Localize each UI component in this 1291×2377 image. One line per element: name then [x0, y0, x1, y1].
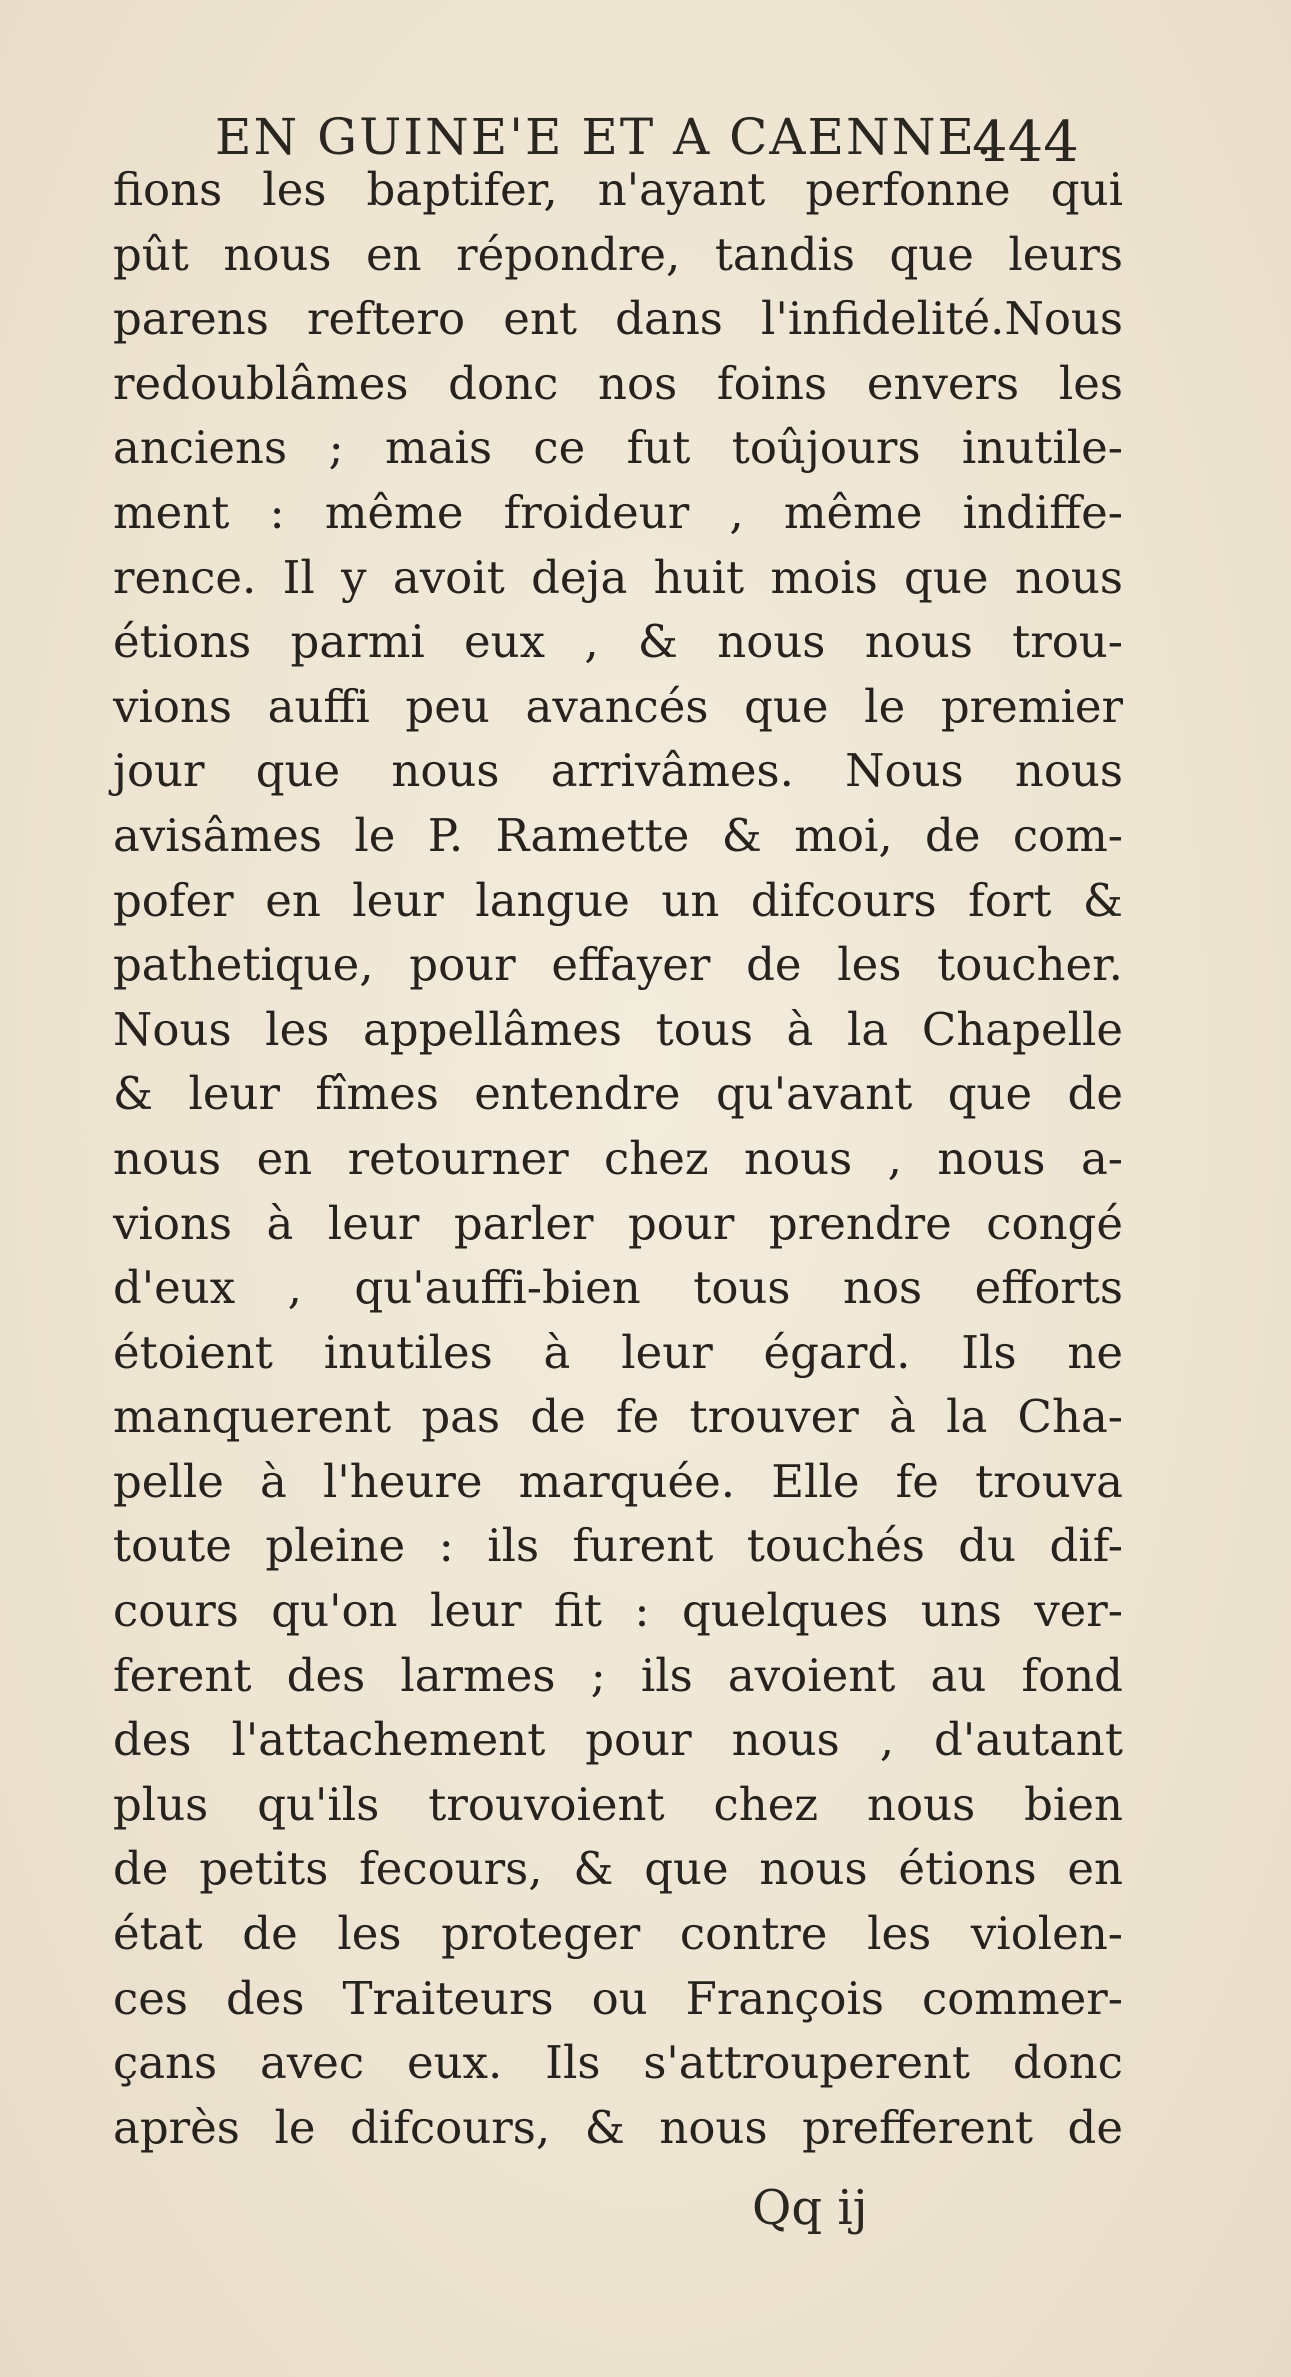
text-line: rence. Il y avoit deja huit mois que nous [113, 550, 1123, 604]
text-line: çans avec eux. Ils s'attrouperent donc [113, 2036, 1123, 2090]
text-line: manquerent pas de fe trouver à la Cha- [113, 1390, 1123, 1444]
text-line: pofer en leur langue un difcours fort & [113, 873, 1123, 927]
body-text [113, 158, 1123, 2160]
text-line: état de les proteger contre les violen- [113, 1907, 1123, 1961]
text-line: pût nous en répondre, tandis que leurs [113, 227, 1123, 281]
text-line: ces des Traiteurs ou François commer- [113, 1971, 1123, 2025]
text-line: pathetique, pour effayer de les toucher. [113, 938, 1123, 992]
text-line: pelle à l'heure marquée. Elle fe trouva [113, 1454, 1123, 1508]
text-line: & leur fîmes entendre qu'avant que de [113, 1067, 1123, 1121]
text-line: de petits fecours, & que nous étions en [113, 1842, 1123, 1896]
text-line: étions parmi eux , & nous nous trou- [113, 615, 1123, 669]
text-line: fions les baptifer, n'ayant perfonne qui [113, 163, 1123, 216]
text-line: des l'attachement pour nous , d'autant [113, 1713, 1123, 1767]
text-line: plus qu'ils trouvoient chez nous bien [113, 1777, 1123, 1831]
text-line: vions à leur parler pour prendre congé [113, 1196, 1123, 1250]
text-line: anciens ; mais ce fut toûjours inutile- [113, 421, 1123, 475]
running-title: EN GUINE'E ET A CAENNE. [215, 108, 994, 166]
text-line: après le difcours, & nous prefferent de [113, 2100, 1123, 2154]
text-line: ment : même froideur , même indiffe- [113, 485, 1123, 539]
signature-mark: Qq ij [752, 2180, 868, 2236]
text-line: cours qu'on leur fit : quelques uns ver- [113, 1584, 1123, 1638]
text-line: toute pleine : ils furent touchés du dif- [113, 1519, 1123, 1573]
text-line: Nous les appellâmes tous à la Chapelle [113, 1002, 1123, 1056]
text-line: jour que nous arrivâmes. Nous nous [113, 744, 1123, 798]
text-line: parens reftero ent dans l'infidelité.Nous [113, 292, 1123, 346]
text-line: vions auffi peu avancés que le premier [113, 679, 1123, 733]
text-line: avisâmes le P. Ramette & moi, de com- [113, 808, 1123, 862]
text-line: étoient inutiles à leur égard. Ils ne [113, 1325, 1123, 1379]
text-line: redoublâmes donc nos foins envers les [113, 356, 1123, 410]
text-line: d'eux , qu'auffi-bien tous nos efforts [113, 1261, 1123, 1315]
text-line: nous en retourner chez nous , nous a- [113, 1131, 1123, 1185]
text-line: ferent des larmes ; ils avoient au fond [113, 1648, 1123, 1702]
page-number: 444 [972, 110, 1079, 175]
